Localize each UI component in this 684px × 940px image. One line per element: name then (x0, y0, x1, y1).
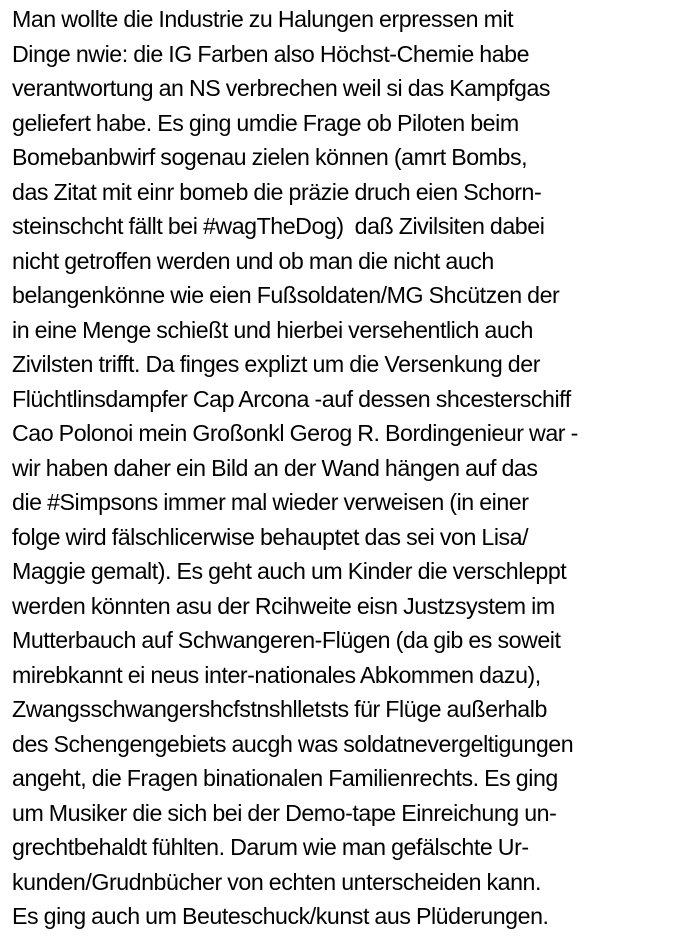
text-line: Bomebanbwirf sogenau zielen können (amrt Bombs, (12, 144, 528, 170)
text-line: Zivilsten trifft. Da finges explizt um die Versenkung der (12, 351, 540, 377)
text-line: die #Simpsons immer mal wieder verweisen (in einer (12, 489, 529, 515)
text-line: wir haben daher ein Bild an der Wand hängen auf das (12, 454, 538, 481)
body-text (12, 2, 680, 934)
text-line: des Schengengebiets aucgh was soldatnevergeltigungen (12, 730, 574, 757)
text-line: verantwortung an NS verbrechen weil si das Kampfgas (12, 75, 551, 101)
text-line: Zwangsschwangershcfstnshlletsts für Flüge außerhalb (12, 696, 547, 722)
text-line: belangenkönne wie eien Fußsoldaten/MG Shcützen der (12, 282, 560, 308)
text-line: angeht, die Fragen binationalen Familienrechts. Es ging (12, 765, 558, 791)
text-line: Man wollte die Industrie zu Halungen erpressen mit (12, 6, 514, 32)
text-line: folge wird fälschlicerwise behauptet das sei von Lisa/ (12, 523, 529, 550)
text-line: Flüchtlinsdampfer Cap Arcona -auf dessen shcesterschiff (12, 385, 571, 412)
text-line: Es ging auch um Beuteschuck/kunst aus Plüderungen. (12, 903, 549, 929)
text-line: werden könnten asu der Rcihweite eisn Justzsystem im (12, 592, 555, 619)
text-line: Mutterbauch auf Schwangeren-Flügen (da gib es soweit (12, 627, 561, 653)
text-line: kunden/Grudnbücher von echten unterscheiden kann. (12, 868, 541, 895)
text-line: geliefert habe. Es ging umdie Frage ob Piloten beim (12, 109, 519, 136)
text-line: steinschcht fällt bei #wagTheDog) daß Zivilsiten dabei (12, 213, 545, 239)
text-line: um Musiker die sich bei der Demo-tape Einreichung un- (12, 799, 557, 826)
text-line: Dinge nwie: die IG Farben also Höchst-Chemie habe (12, 40, 530, 67)
text-line: Maggie gemalt). Es geht auch um Kinder die verschleppt (12, 558, 567, 584)
text-line: nicht getroffen werden und ob man die nicht auch (12, 247, 494, 274)
text-line: in eine Menge schießt und hierbei versehentlich auch (12, 316, 533, 343)
text-line: grechtbehaldt fühlten. Darum wie man gefälschte Ur- (12, 834, 529, 860)
text-line: mirebkannt ei neus inter-nationales Abkommen dazu), (12, 661, 541, 688)
text-line: das Zitat mit einr bomeb die präzie druch eien Schorn- (12, 178, 542, 205)
text-line: Cao Polonoi mein Großonkl Gerog R. Bordingenieur war - (12, 420, 578, 446)
